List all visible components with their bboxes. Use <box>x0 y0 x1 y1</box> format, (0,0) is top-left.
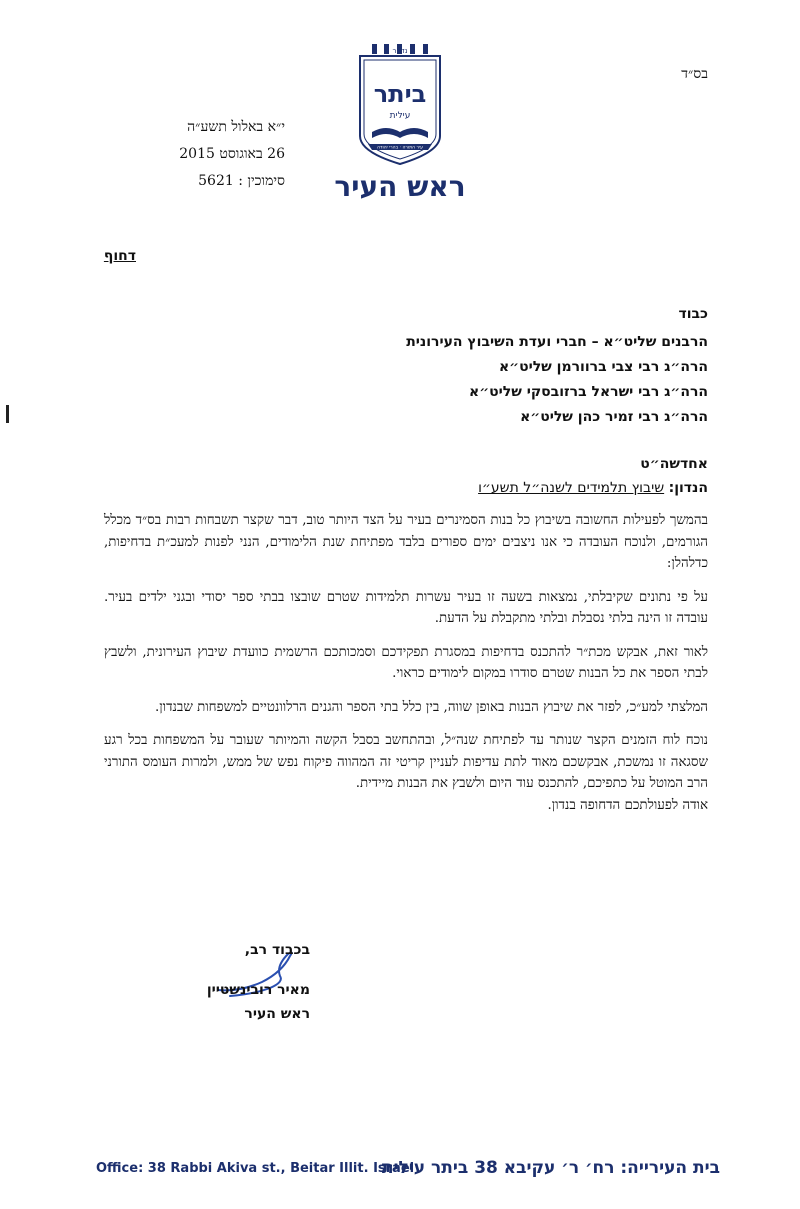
footer-address-english: Office: 38 Rabbi Akiva st., Beitar Illit. Israel <box>96 1161 415 1176</box>
recipient-line: הרה״ג רבי זמיר כהן שליט״א <box>520 409 708 425</box>
body-paragraph: המלצתי למע״כ, לפזר את שיבוץ הבנות באופן שווה, בין כלל בתי הספר והגנים הרלוונטיים למשפחות שבנדון. <box>154 699 708 715</box>
subject-text: שיבוץ תלמידים לשנה״ל תשע״ו <box>478 480 665 496</box>
body-paragraph: נוכח לוח הזמנים הקצר שנותר עד לפתיחת שנה״ל, ובהתחשב בסבל הקשה והמיותר שעובר על המשפחות בכל רגע שסגאה זו נמשכת, אבקשכם מאוד לתת עדיפות לעניין קריטי זה המהווה פיקוח נפש של ממש, ולמרות העומס התורני הרב המוטל על כתפיכם, להתכנס עוד היום ולשבץ את הבנות מיידית. <box>104 733 708 791</box>
subject-line <box>478 480 708 496</box>
bsd-mark: בס״ד <box>681 66 708 82</box>
kavod-label: כבוד <box>678 306 708 322</box>
logo-top-text: נד״ר <box>392 47 408 55</box>
logo-ribbon-text: עיר התורה · בהרי יהודה <box>377 145 423 151</box>
body-paragraph: בהמשך לפעילות החשובה בשיבוץ כל בנות הסמינרים בעיר על הצד היותר טוב, דבר שקצר תשבחות רבות בס״ד מכלל הגורמים, ולנוכח העובדה כי אנו ניצבים ימים ספורים בלבד מפתיחת שנת הלימודים, הנני לפנות למעכ״ת בדחיפות, כדלהלן: <box>104 513 708 571</box>
mayor-title: ראש העיר <box>334 170 466 203</box>
closing-text: בכבוד רב, <box>244 942 310 958</box>
recipient-line: הרה״ג רבי ישראל ברזובסקי שליט״א <box>469 384 708 400</box>
date-hebrew: י״א באלול תשע״ה <box>187 119 285 135</box>
urgent-label: דחוף <box>103 248 136 264</box>
logo-sub-text: עילית <box>389 111 411 121</box>
recipients-list <box>108 330 708 430</box>
date-gregorian: 26 באוגוסט 2015 <box>179 146 285 162</box>
subject-label: הנדון: <box>668 480 708 496</box>
signature-block <box>180 938 310 1026</box>
page-edge-mark <box>6 405 9 423</box>
letter-body <box>104 510 708 828</box>
recipient-line: הרה״ג רבי צבי ברוורמן שליט״א <box>498 359 708 375</box>
date-block <box>105 114 285 195</box>
body-paragraph: לאור זאת, אבקש מכת״ר להתכנס בדחיפות במסגרת תפקידכם וסמכותכם הרשמית כוועדת שיבוץ העירונית, ולשבץ לבתי הספר את כל הבנות שטרם סודרו במקום לימודים כראוי. <box>104 644 708 681</box>
logo-main-text: ביתר <box>373 80 427 108</box>
body-paragraph: על פי נתונים שקיבלתי, נמצאות בשעה זו בעיר עשרות תלמידות שטרם שובצו בבתי ספר יסודי ובגני ילדים בעיר. עובדה זו הינה בלתי נסבלת ובלתי מתקבלת על הדעת. <box>104 589 708 626</box>
body-paragraph: אודה לפעולתכם הדחופה בנדון. <box>547 797 708 813</box>
greeting: אחדשה״ט <box>640 456 708 472</box>
recipient-line: הרבנים שליט״א – חברי ועדת השיבוץ העירונית <box>406 334 708 350</box>
signer-name: מאיר רובינשטיין <box>206 982 310 998</box>
reference-number: סימוכין : 5621 <box>198 173 285 189</box>
signer-title: ראש העיר <box>244 1006 310 1022</box>
footer-address-hebrew: בית העירייה: רח׳ ר׳ עקיבא 38 ביתר עילית <box>381 1158 720 1178</box>
city-emblem-logo <box>350 40 450 170</box>
